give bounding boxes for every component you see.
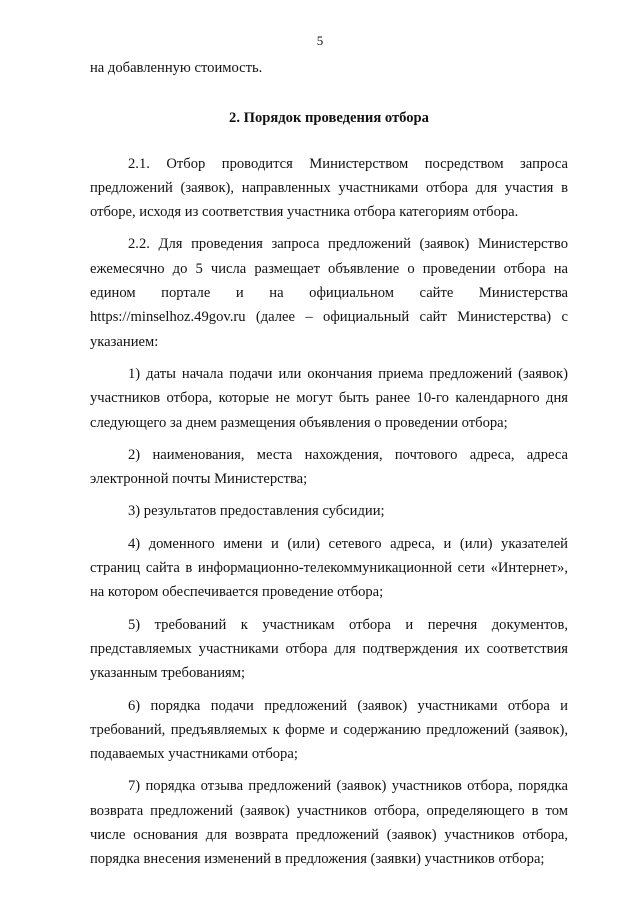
list-item: 7) порядка отзыва предложений (заявок) участников отбора, порядка возврата предложений (заявок) участников отбора, определяющего в том числе основания для возврата предложений (заявок) участников отбора, порядка внесения изменений в предложения (заявки) участников отбора; — [90, 778, 568, 868]
paragraph-2-1: 2.1. Отбор проводится Министерством посредством запроса предложений (заявок), направленных участниками отбора для участия в отборе, исходя из соответствия участника отбора категориям отбора. — [90, 155, 568, 221]
list-item: 5) требований к участникам отбора и перечня документов, представляемых участниками отбора для подтверждения их соответствия указанным требованиям; — [90, 616, 568, 682]
document-body — [90, 56, 568, 880]
continuation-text: на добавленную стоимость. — [90, 60, 263, 76]
paragraph-2-2: 2.2. Для проведения запроса предложений (заявок) Министерство ежемесячно до 5 числа размещает объявление о проведении отбора на едином портале и на официальном сайте Министерства https://minselhoz.49gov.ru (далее – официальный сайт Министерства) с указанием: — [90, 236, 568, 350]
list-item: 6) порядка подачи предложений (заявок) участниками отбора и требований, предъявляемых к форме и содержанию предложений (заявок), подаваемых участниками отбора; — [90, 697, 568, 763]
list-item: 3) результатов предоставления субсидии; — [128, 503, 385, 520]
list-item: 4) доменного имени и (или) сетевого адреса, и (или) указателей страниц сайта в информационно-телекоммуникационной сети «Интернет», на котором обеспечивается проведение отбора; — [90, 535, 568, 601]
list-item: 1) даты начала подачи или окончания приема предложений (заявок) участников отбора, которые не могут быть ранее 10-го календарного дня следующего за днем размещения объявления о проведении отбора; — [90, 365, 568, 431]
list-item: 2) наименования, места нахождения, почтового адреса, адреса электронной почты Министерства; — [90, 446, 568, 488]
page-number: 5 — [316, 33, 324, 48]
section-title: 2. Порядок проведения отбора — [229, 110, 429, 127]
